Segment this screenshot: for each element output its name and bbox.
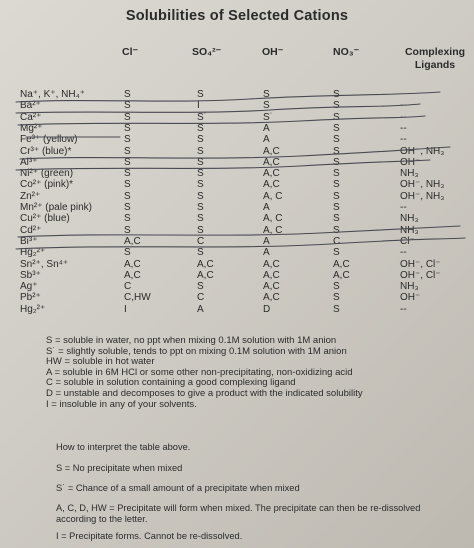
chloride-cell: C,HW (124, 292, 151, 304)
column-header-nitrate: NO₃⁻ (333, 46, 360, 58)
chloride-cell: S (124, 122, 131, 134)
table-row (0, 191, 474, 202)
nitrate-cell: A,C (333, 258, 350, 270)
hydroxide-cell: A, C (263, 213, 283, 225)
interpretation-acd (56, 503, 420, 525)
sulfate-cell: S (197, 247, 204, 259)
interpretation-s-dot: S˙ = Chance of a small amount of a precipitate when mixed (56, 483, 300, 493)
legend-item: D = unstable and decomposes to give a product with the indicated solubility (46, 387, 363, 399)
ion-label: Ni²⁺ (green) (20, 168, 74, 180)
table-row (0, 157, 474, 168)
table-row (0, 236, 474, 247)
sulfate-cell: S (197, 122, 204, 134)
ligand-cell: -- (400, 134, 407, 146)
ion-label: Ba²⁺ (20, 100, 41, 112)
sulfate-cell: S (197, 89, 204, 100)
column-header-ligands-line2: Ligands (414, 59, 456, 71)
sulfate-cell: S˙ (197, 111, 207, 123)
table-row (0, 281, 474, 292)
nitrate-cell: S (333, 145, 340, 157)
chloride-cell: S (124, 168, 131, 180)
hydroxide-cell: A (263, 122, 270, 134)
ion-label: Na⁺, K⁺, NH₄⁺ (20, 89, 85, 100)
chloride-cell: I (124, 303, 127, 315)
legend-item: HW = soluble in hot water (46, 356, 155, 368)
ligand-cell: -- (400, 122, 407, 134)
nitrate-cell: S (333, 179, 340, 191)
sulfate-cell: S (197, 156, 204, 168)
nitrate-cell: S (333, 122, 340, 134)
sulfate-cell: S (197, 202, 204, 213)
column-header-ligands-line1: Complexing (404, 46, 466, 58)
nitrate-cell: S (333, 156, 340, 168)
ion-label: Zn²⁺ (20, 190, 41, 202)
ligand-cell: OH⁻, NH₃ (400, 145, 445, 157)
sulfate-cell: S (197, 134, 204, 146)
table-row (0, 247, 474, 258)
ion-label: Cr³⁺ (blue)* (20, 145, 72, 157)
hydroxide-cell: S˙ (263, 111, 273, 123)
ligand-cell: -- (400, 100, 407, 112)
nitrate-cell: A,C (333, 269, 350, 281)
hydroxide-cell: A,C (263, 258, 280, 270)
sulfate-cell: S (197, 168, 204, 180)
sulfate-cell: C (197, 292, 205, 304)
hydroxide-cell: A,C (263, 179, 280, 191)
legend-item: S = soluble in water, no ppt when mixing 0.1M solution with 1M anion (46, 335, 337, 346)
column-header-sulfate: SO₄²⁻ (192, 46, 222, 58)
sulfate-cell: A,C (197, 269, 214, 281)
sulfate-cell: S (197, 281, 204, 293)
chloride-cell: S (124, 100, 131, 112)
nitrate-cell: S (333, 292, 340, 304)
hydroxide-cell: A (263, 235, 270, 247)
chloride-cell: S (124, 89, 131, 100)
table-row (0, 146, 474, 157)
ligand-cell: OH⁻, Cl⁻ (400, 269, 441, 281)
sulfate-cell: S (197, 179, 204, 191)
nitrate-cell: S (333, 303, 340, 315)
chloride-cell: S (124, 224, 131, 236)
hydroxide-cell: S (263, 100, 270, 112)
hydroxide-cell: A, C (263, 190, 283, 202)
ligand-cell: -- (400, 202, 407, 213)
table-row (0, 112, 474, 123)
ion-label: Pb²⁺ (20, 292, 41, 304)
ligand-cell: Cl⁻ (400, 235, 415, 247)
sulfate-cell: S (197, 224, 204, 236)
nitrate-cell: S (333, 213, 340, 225)
hydroxide-cell: A,C (263, 156, 280, 168)
table-row (0, 213, 474, 224)
sulfate-cell: S (197, 190, 204, 202)
hydroxide-cell: A (263, 202, 270, 213)
ligand-cell: -- (400, 303, 407, 315)
ligand-cell: OH⁻ (400, 292, 421, 304)
ligand-cell: OH⁻, Cl⁻ (400, 258, 441, 270)
ion-label: Cu²⁺ (blue) (20, 213, 70, 225)
ligand-cell: OH⁻ (400, 156, 421, 168)
chloride-cell: S (124, 134, 131, 146)
ion-label: Hg₂²⁺ (20, 303, 46, 315)
chloride-cell: C (124, 281, 132, 293)
table-row (0, 179, 474, 190)
ion-label: Ag⁺ (20, 281, 38, 293)
ligand-cell: -- (400, 247, 407, 259)
column-header-chloride: Cl⁻ (122, 46, 139, 58)
table-row (0, 168, 474, 179)
column-header-ligands (400, 46, 470, 72)
sulfate-cell: I (197, 100, 200, 112)
nitrate-cell: S (333, 111, 340, 123)
nitrate-cell: S (333, 247, 340, 259)
chloride-cell: A,C (124, 269, 141, 281)
chloride-cell: A,C (124, 258, 141, 270)
table-row (0, 225, 474, 236)
table-row (0, 304, 474, 315)
ligand-cell: NH₃ (400, 281, 419, 293)
chloride-cell: S (124, 111, 131, 123)
hydroxide-cell: A, C (263, 224, 283, 236)
hydroxide-cell: A,C (263, 281, 280, 293)
table-row (0, 259, 474, 270)
ligand-cell: -- (400, 111, 407, 123)
table-row (0, 89, 474, 100)
ion-label: Fe³⁺ (yellow) (20, 134, 78, 146)
interpretation-i: I = Precipitate forms. Cannot be re-dissolved. (56, 531, 243, 541)
ion-label: Cd²⁺ (20, 224, 42, 236)
hydroxide-cell: A (263, 247, 270, 259)
interpretation-heading: How to interpret the table above. (56, 442, 191, 452)
table-row (0, 292, 474, 303)
chloride-cell: S (124, 179, 131, 191)
ion-label: Sb³⁺ (20, 269, 41, 281)
ion-label: Ca²⁺ (20, 111, 42, 123)
ligand-cell: NH₃ (400, 224, 419, 236)
chloride-cell: S (124, 190, 131, 202)
sulfate-cell: A (197, 303, 204, 315)
ion-label: Al³⁺ (20, 156, 38, 168)
table-row (0, 202, 474, 213)
interpretation-acd-line1: A, C, D, HW = Precipitate will form when mixed. The precipitate can then be re-dissolved (56, 503, 421, 513)
table-row (0, 100, 474, 111)
nitrate-cell: S (333, 281, 340, 293)
table-row (0, 134, 474, 145)
legend-item: C = soluble in solution containing a good complexing ligand (46, 377, 296, 389)
nitrate-cell: S (333, 224, 340, 236)
nitrate-cell: S (333, 89, 340, 100)
ligand-cell: OH⁻, NH₃ (400, 179, 445, 191)
nitrate-cell: S (333, 190, 340, 202)
interpretation-s: S = No precipitate when mixed (56, 463, 183, 473)
ligand-cell: NH₃ (400, 213, 419, 225)
chloride-cell: S (124, 145, 131, 157)
legend-item: S˙ = slightly soluble, tends to ppt on mixing 0.1M solution with 1M anion (46, 345, 347, 357)
hydroxide-cell: S (263, 89, 270, 100)
sulfate-cell: S (197, 145, 204, 157)
ion-label: Mg²⁺ (20, 122, 43, 134)
ion-label: Mn²⁺ (pale pink) (20, 202, 92, 213)
ion-label: Hg₂²⁺ (20, 247, 46, 259)
sulfate-cell: C (197, 235, 205, 247)
hydroxide-cell: A,C (263, 292, 280, 304)
nitrate-cell: S (333, 202, 340, 213)
table-row (0, 270, 474, 281)
ligand-cell: NH₃ (400, 168, 419, 180)
ion-label: Co²⁺ (pink)* (20, 179, 74, 191)
chloride-cell: A,C (124, 235, 141, 247)
chloride-cell: S (124, 202, 131, 213)
sulfate-cell: S (197, 213, 204, 225)
hydroxide-cell: A,C (263, 168, 280, 180)
chloride-cell: S (124, 213, 131, 225)
nitrate-cell: S (333, 168, 340, 180)
legend-item: I = insoluble in any of your solvents. (46, 398, 197, 410)
nitrate-cell: S (333, 100, 340, 112)
nitrate-cell: S (333, 134, 340, 146)
hydroxide-cell: A,C (263, 145, 280, 157)
chloride-cell: S (124, 156, 131, 168)
page-title: Solubilities of Selected Cations (125, 8, 349, 24)
ligand-cell: OH⁻, NH₃ (400, 190, 445, 202)
nitrate-cell: C (333, 235, 341, 247)
sulfate-cell: A,C (197, 258, 214, 270)
chloride-cell: S (124, 247, 131, 259)
hydroxide-cell: D (263, 303, 271, 315)
ion-label: Sn²⁺, Sn⁴⁺ (20, 258, 69, 270)
ion-label: Bi³⁺ (20, 235, 38, 247)
hydroxide-cell: A (263, 134, 270, 146)
legend (46, 336, 363, 410)
interpretation-acd-line2: according to the letter. (56, 514, 148, 524)
legend-item: A = soluble in 6M HCl or some other non-precipitating, non-oxidizing acid (46, 366, 353, 378)
table-row (0, 123, 474, 134)
column-header-hydroxide: OH⁻ (262, 46, 284, 58)
hydroxide-cell: A,C (263, 269, 280, 281)
